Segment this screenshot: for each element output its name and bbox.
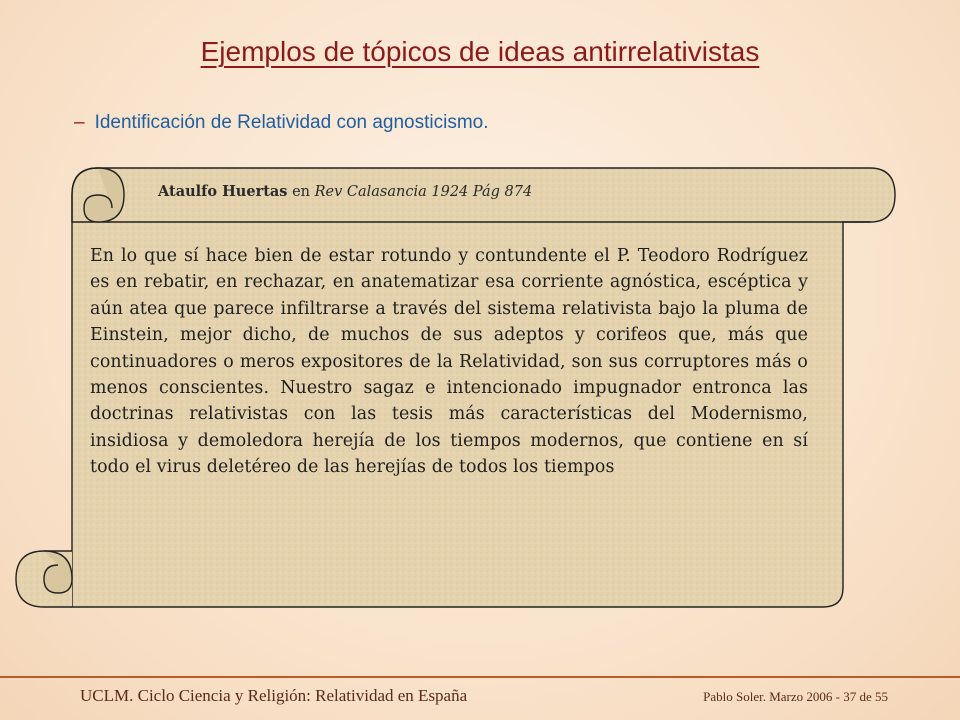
slide-title: Ejemplos de tópicos de ideas antirrelativistas (200, 36, 760, 67)
bullet-dash: – (74, 112, 85, 133)
quote-text: En lo que sí hace bien de estar rotundo y contundente el P. Teodoro Rodríguez es en rebatir, en rechazar, en anatematizar esa corriente agnóstica, escéptica y aún atea que parece infiltrarse a través del sistema relativista bajo la pluma de Einstein, mejor dicho, de muchos de sus adeptos y corifeos que, más que continuadores o meros expositores de la Relatividad, son sus corruptores más o menos conscientes. Nuestro sagaz e intencionado impugnador entronca las doctrinas relativistas con las tesis más características del Modernismo, insidiosa y demoledora herejía de los tiempos modernos, que contiene en sí todo el virus deletéreo de las herejías de todos los tiempos (90, 246, 808, 478)
source-citation: Rev Calasancia 1924 Pág 874 (314, 184, 533, 200)
author-name: Ataulfo Huertas (158, 183, 288, 200)
footer-divider (0, 676, 960, 678)
quote-reference (158, 183, 532, 200)
reference-connector: en (287, 184, 315, 200)
footer-course: UCLM. Ciclo Ciencia y Religión: Relatividad en España (80, 686, 468, 705)
subtitle-text: Identificación de Relatividad con agnosticismo. (94, 112, 489, 133)
footer-page-info: Pablo Soler. Marzo 2006 - 37 de 55 (703, 689, 888, 704)
